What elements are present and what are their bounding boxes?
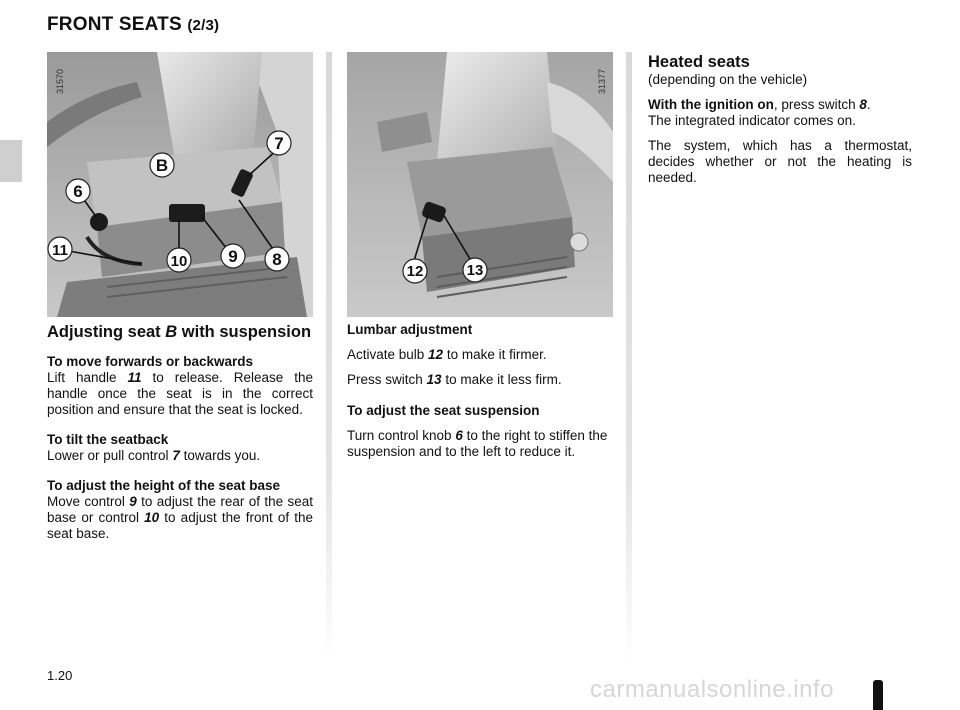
callout-7: [267, 131, 291, 155]
callout-6: [66, 179, 90, 203]
svg-text:11: 11: [52, 242, 68, 259]
heated-seats-note: (depending on the vehicle): [648, 72, 808, 87]
subheading-height: To adjust the height of the seat base: [47, 478, 281, 493]
corner-marker: [873, 680, 883, 710]
callout-9: [221, 244, 245, 268]
subheading-lumbar: Lumbar adjustment: [347, 322, 473, 337]
heated-seats-indicator-text: The integrated indicator comes on.: [648, 113, 856, 128]
svg-text:10: 10: [170, 253, 188, 270]
page-title-part: (2/3): [187, 17, 220, 34]
watermark: carmanualsonline.info: [590, 676, 834, 703]
callout-b: [150, 153, 174, 177]
svg-text:7: 7: [274, 134, 284, 153]
lumbar-drawing: [347, 52, 613, 317]
callout-8: [265, 247, 289, 271]
lumbar-softer-text: Press switch 13 to make it less firm.: [347, 372, 562, 387]
suspension-text: Turn control knob 6 to the right to stiffen the suspension and to the left to reduce it.: [347, 428, 608, 459]
lumbar-section: [347, 322, 615, 460]
subheading-suspension: To adjust the seat suspension: [347, 403, 540, 418]
lumbar-firmer-text: Activate bulb 12 to make it firmer.: [347, 347, 547, 362]
tilt-text: Lower or pull control 7 towards you.: [47, 448, 261, 463]
svg-text:6: 6: [73, 182, 83, 201]
svg-text:12: 12: [406, 263, 424, 280]
subheading-forwards: To move forwards or backwards: [47, 354, 254, 369]
heated-seats-instruction: With the ignition on, press switch 8.: [648, 97, 871, 112]
svg-text:8: 8: [272, 250, 282, 269]
heated-seats-section: [648, 52, 912, 186]
page-number: 1.20: [47, 668, 73, 683]
callout-13: [463, 258, 487, 282]
subheading-tilt: To tilt the seatback: [47, 432, 169, 447]
heated-seats-thermostat-text: The system, which has a thermostat, decides whether or not the heating is needed.: [648, 138, 912, 185]
callout-11: [48, 237, 72, 261]
callout-10: [167, 248, 191, 272]
callout-12: [403, 259, 427, 283]
section-heading: Adjusting seat B with suspension: [47, 323, 312, 341]
svg-text:B: B: [155, 156, 169, 175]
height-text: Move control 9 to adjust the rear of the seat base or control 10 to adjust the front of the seat base.: [47, 494, 313, 541]
seat-adjust-drawing: [47, 52, 313, 317]
svg-text:9: 9: [228, 247, 238, 266]
column-divider-left: [326, 52, 332, 662]
section-tab: [0, 140, 22, 182]
seat-adjust-illustration: [47, 52, 313, 317]
figure-code: 31570: [55, 68, 65, 94]
column-divider-right: [626, 52, 632, 662]
page-title: [47, 14, 219, 36]
figure-code: 31377: [597, 68, 607, 94]
heated-seats-heading: Heated seats: [648, 53, 750, 71]
forwards-text: Lift handle 11 to release. Release the handle once the seat is in the correct position and ensure that the seat is locked.: [47, 370, 313, 417]
page-title-text: FRONT SEATS: [47, 14, 182, 35]
seat-suspension-section: [47, 322, 313, 542]
lumbar-illustration: [347, 52, 613, 317]
svg-text:13: 13: [466, 262, 484, 279]
